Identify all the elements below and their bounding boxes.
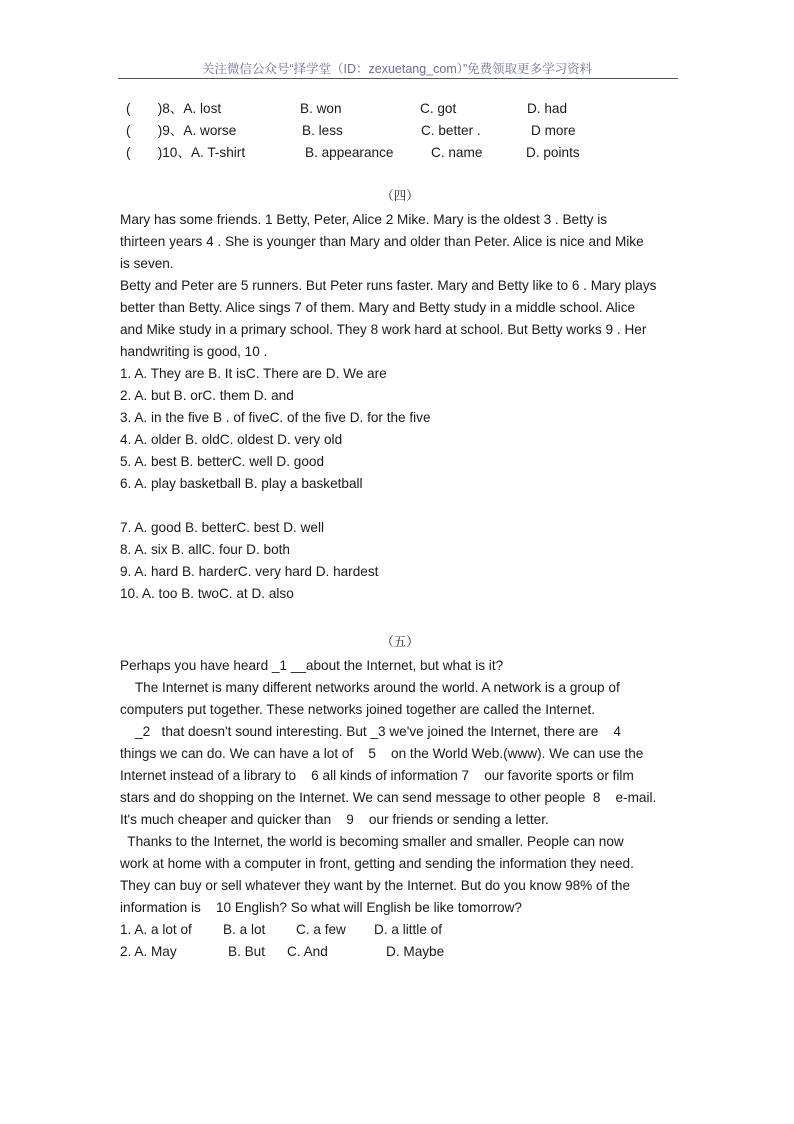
question-10-options — [120, 142, 680, 164]
question-10-option-b: B. appearance — [305, 145, 394, 160]
section-4-option-line: 3. A. in the five B . of fiveC. of the five D. for the five — [120, 410, 431, 425]
question-9-option-a: ( )9、A. worse — [126, 123, 237, 138]
question-8-options — [120, 98, 680, 120]
section-4-option-line: 8. A. six B. allC. four D. both — [120, 542, 290, 557]
section-5-title: （五） — [381, 634, 419, 649]
question-9-option-d: D more — [531, 123, 576, 138]
section-5-passage-line: Thanks to the Internet, the world is becoming smaller and smaller. People can now — [120, 834, 624, 849]
question-8-option-b: B. won — [300, 101, 342, 116]
section-5-q1-option-d: D. a little of — [374, 922, 442, 937]
section-4-passage-line: Betty and Peter are 5 runners. But Peter runs faster. Mary and Betty like to 6 . Mary plays — [120, 278, 657, 293]
section-4-option-line: 7. A. good B. betterC. best D. well — [120, 520, 325, 535]
section-5-passage-line: Internet instead of a library to 6 all kinds of information 7 our favorite sports or film — [120, 768, 634, 783]
section-4-option-line: 4. A. older B. oldC. oldest D. very old — [120, 432, 343, 447]
section-4-option-line: 1. A. They are B. It isC. There are D. We are — [120, 366, 387, 381]
section-4-option-line: 10. A. too B. twoC. at D. also — [120, 586, 294, 601]
question-9-option-c: C. better . — [421, 123, 481, 138]
page-header-promo: 关注微信公众号“择学堂（ID：zexuetang_com）”免费领取更多学习资料 — [201, 62, 593, 76]
section-5-q2-option-c: C. And — [287, 944, 328, 959]
question-10-option-d: D. points — [526, 145, 580, 160]
section-5-passage-line: They can buy or sell whatever they want by the Internet. But do you know 98% of the — [120, 878, 631, 893]
section-5-passage-line: The Internet is many different networks around the world. A network is a group of — [120, 680, 620, 695]
section-5-question-1-options — [120, 919, 680, 941]
section-5-passage-line: _2 that doesn't sound interesting. But _3 we've joined the Internet, there are 4 — [120, 724, 621, 739]
question-10-option-a: ( )10、A. T-shirt — [126, 145, 246, 160]
section-5-passage-line: information is 10 English? So what will English be like tomorrow? — [120, 900, 522, 915]
header-divider — [118, 78, 678, 79]
section-4-option-line: 5. A. best B. betterC. well D. good — [120, 454, 325, 469]
section-5-q1-option-b: B. a lot — [223, 922, 266, 937]
section-4-option-line: 6. A. play basketball B. play a basketball — [120, 476, 363, 491]
section-5-passage-line: things we can do. We can have a lot of 5 on the World Web.(www). We can use the — [120, 746, 644, 761]
section-5-q1-option-c: C. a few — [296, 922, 346, 937]
question-8-option-d: D. had — [527, 101, 568, 116]
question-9-options — [120, 120, 680, 142]
question-10-option-c: C. name — [431, 145, 483, 160]
section-5-q2-option-a: 2. A. May — [120, 944, 177, 959]
question-8-option-c: C. got — [420, 101, 457, 116]
section-5-passage-line: It's much cheaper and quicker than 9 our friends or sending a letter. — [120, 812, 549, 827]
section-4-title: （四） — [381, 188, 419, 203]
question-9-option-b: B. less — [302, 123, 343, 138]
section-4-option-line: 9. A. hard B. harderC. very hard D. hardest — [120, 564, 379, 579]
section-5-q1-option-a: 1. A. a lot of — [120, 922, 192, 937]
section-4-passage-line: handwriting is good, 10 . — [120, 344, 268, 359]
section-5-passage-line: computers put together. These networks joined together are called the Internet. — [120, 702, 596, 717]
section-4-passage-line: Mary has some friends. 1 Betty, Peter, Alice 2 Mike. Mary is the oldest 3 . Betty is — [120, 212, 608, 227]
section-5-passage-line: work at home with a computer in front, getting and sending the information they need. — [120, 856, 634, 871]
section-5-passage-line: stars and do shopping on the Internet. We can send message to other people 8 e-mail. — [120, 790, 657, 805]
section-5-question-2-options — [120, 941, 680, 963]
section-5-passage-line: Perhaps you have heard _1 __about the Internet, but what is it? — [120, 658, 504, 673]
section-4-passage-line: is seven. — [120, 256, 174, 271]
section-4-passage-line: better than Betty. Alice sings 7 of them. Mary and Betty study in a middle school. Alice — [120, 300, 636, 315]
section-5-q2-option-d: D. Maybe — [386, 944, 445, 959]
section-4-passage-line: and Mike study in a primary school. They 8 work hard at school. But Betty works 9 . Her — [120, 322, 647, 337]
section-5-q2-option-b: B. But — [228, 944, 266, 959]
section-4-passage-line: thirteen years 4 . She is younger than Mary and older than Peter. Alice is nice and Mike — [120, 234, 644, 249]
question-8-option-a: ( )8、A. lost — [126, 101, 222, 116]
section-4-option-line: 2. A. but B. orC. them D. and — [120, 388, 294, 403]
